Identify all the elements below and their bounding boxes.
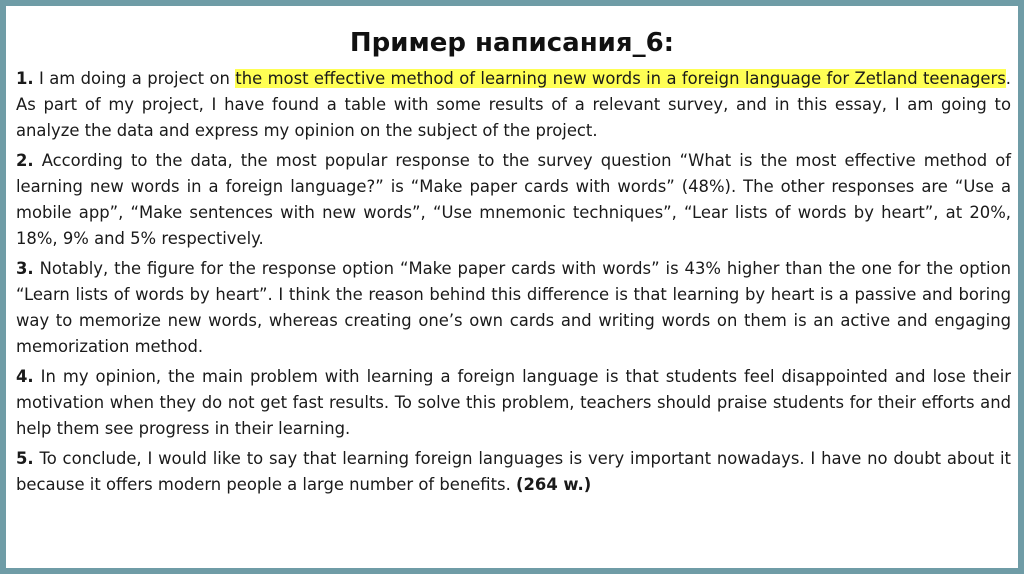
highlighted-topic: the most effective method of learning new words in a foreign language for Zetland teenagers [235,69,1006,88]
word-count: (264 w.) [516,475,592,494]
paragraph-number: 5. [16,449,34,468]
paragraph-4 [16,364,1011,442]
paragraph-text: I am doing a project on [33,69,236,88]
paragraph-number: 2. [16,151,34,170]
paragraph-number: 1. [16,69,34,88]
paragraph-number: 3. [16,259,34,278]
paragraph-text: In my opinion, the main problem with learning a foreign language is that students feel disappointed and lose their motivation when they do not get fast results. To solve this problem, teachers should praise students for their efforts and help them see progress in their learning. [16,367,1011,438]
paragraph-5 [16,446,1011,498]
paragraph-3 [16,256,1011,360]
paragraph-text: . As part of my project, I have found a table with some results of a relevant survey, and in this essay, I am going to analyze the data and express my opinion on the subject of the project. [16,69,1011,140]
slide-title: Пример написания_6: [349,28,675,58]
paragraph-text: According to the data, the most popular response to the survey question “What is the most effective method of learning new words in a foreign language?” is “Make paper cards with words” (48%). The other responses are “Use a mobile app”, “Make sentences with new words”, “Use mnemonic techniques”, “Lear lists of words by heart”, at 20%, 18%, 9% and 5% respectively. [16,151,1011,248]
slide [6,6,1018,568]
essay-content [16,66,1011,502]
paragraph-number: 4. [16,367,34,386]
paragraph-text: To conclude, I would like to say that learning foreign languages is very important nowadays. I have no doubt about it because it offers modern people a large number of benefits. [16,449,1011,494]
paragraph-text: Notably, the figure for the response option “Make paper cards with words” is 43% higher than the one for the option “Learn lists of words by heart”. I think the reason behind this difference is that learning by heart is a passive and boring way to memorize new words, whereas creating one’s own cards and writing words on them is an active and engaging memorization method. [16,259,1011,356]
paragraph-2 [16,148,1011,252]
paragraph-1 [16,66,1011,144]
